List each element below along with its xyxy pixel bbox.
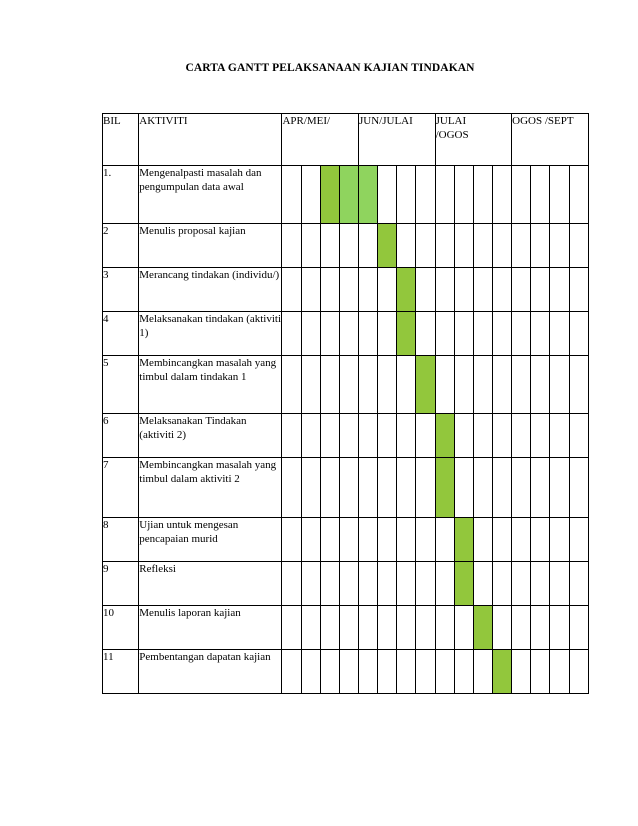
activity-name: Mengenalpasti masalah dan pengumpulan data awal — [139, 166, 282, 224]
week-cell — [320, 562, 339, 606]
activity-row — [103, 562, 589, 606]
week-cell — [397, 458, 416, 518]
week-cell — [359, 268, 378, 312]
week-cell — [359, 650, 378, 694]
header-month-1: APR/MEI/ — [282, 114, 359, 166]
activity-row — [103, 312, 589, 356]
activity-row — [103, 268, 589, 312]
week-cell — [339, 458, 358, 518]
week-cell — [531, 166, 550, 224]
week-cell — [320, 518, 339, 562]
week-cell — [282, 312, 301, 356]
week-cell — [301, 518, 320, 562]
activity-name: Menulis laporan kajian — [139, 606, 282, 650]
week-cell — [493, 562, 512, 606]
week-cell — [454, 458, 473, 518]
gantt-bar-cell — [320, 166, 339, 224]
week-cell — [473, 166, 492, 224]
week-cell — [473, 414, 492, 458]
week-cell — [282, 268, 301, 312]
week-cell — [473, 268, 492, 312]
week-cell — [282, 458, 301, 518]
week-cell — [569, 268, 588, 312]
activity-name: Refleksi — [139, 562, 282, 606]
row-number: 8 — [103, 518, 139, 562]
week-cell — [493, 224, 512, 268]
week-cell — [359, 224, 378, 268]
week-cell — [512, 606, 531, 650]
week-cell — [339, 650, 358, 694]
row-number: 1. — [103, 166, 139, 224]
week-cell — [493, 312, 512, 356]
week-cell — [378, 268, 397, 312]
week-cell — [435, 356, 454, 414]
week-cell — [435, 312, 454, 356]
row-number: 7 — [103, 458, 139, 518]
week-cell — [301, 650, 320, 694]
week-cell — [320, 458, 339, 518]
week-cell — [282, 650, 301, 694]
week-cell — [397, 414, 416, 458]
week-cell — [550, 166, 569, 224]
gantt-bar-cell — [416, 356, 435, 414]
activity-name: Melaksanakan tindakan (aktiviti 1) — [139, 312, 282, 356]
week-cell — [531, 414, 550, 458]
week-cell — [569, 356, 588, 414]
activity-row — [103, 166, 589, 224]
week-cell — [569, 458, 588, 518]
week-cell — [416, 166, 435, 224]
week-cell — [397, 606, 416, 650]
activity-name: Membincangkan masalah yang timbul dalam aktiviti 2 — [139, 458, 282, 518]
week-cell — [378, 518, 397, 562]
week-cell — [301, 166, 320, 224]
gantt-bar-cell — [493, 650, 512, 694]
week-cell — [493, 458, 512, 518]
gantt-bar-cell — [454, 518, 473, 562]
week-cell — [320, 606, 339, 650]
week-cell — [454, 312, 473, 356]
week-cell — [282, 356, 301, 414]
week-cell — [569, 166, 588, 224]
week-cell — [512, 458, 531, 518]
week-cell — [359, 458, 378, 518]
week-cell — [473, 518, 492, 562]
week-cell — [435, 224, 454, 268]
week-cell — [359, 606, 378, 650]
week-cell — [512, 518, 531, 562]
week-cell — [569, 606, 588, 650]
week-cell — [397, 224, 416, 268]
week-cell — [435, 562, 454, 606]
week-cell — [569, 518, 588, 562]
week-cell — [397, 518, 416, 562]
week-cell — [416, 458, 435, 518]
week-cell — [512, 268, 531, 312]
week-cell — [282, 562, 301, 606]
header-month-4: OGOS /SEPT — [512, 114, 589, 166]
week-cell — [512, 312, 531, 356]
week-cell — [339, 268, 358, 312]
week-cell — [282, 518, 301, 562]
week-cell — [454, 356, 473, 414]
week-cell — [339, 224, 358, 268]
week-cell — [320, 356, 339, 414]
week-cell — [512, 224, 531, 268]
week-cell — [320, 268, 339, 312]
activity-row — [103, 606, 589, 650]
week-cell — [550, 312, 569, 356]
activity-row — [103, 224, 589, 268]
week-cell — [569, 312, 588, 356]
week-cell — [339, 518, 358, 562]
week-cell — [569, 414, 588, 458]
header-row — [103, 114, 589, 166]
week-cell — [531, 268, 550, 312]
week-cell — [301, 224, 320, 268]
activity-name: Merancang tindakan (individu/) — [139, 268, 282, 312]
week-cell — [301, 356, 320, 414]
row-number: 11 — [103, 650, 139, 694]
week-cell — [339, 414, 358, 458]
week-cell — [435, 650, 454, 694]
week-cell — [416, 414, 435, 458]
week-cell — [531, 224, 550, 268]
week-cell — [473, 356, 492, 414]
week-cell — [569, 650, 588, 694]
row-number: 10 — [103, 606, 139, 650]
week-cell — [493, 414, 512, 458]
week-cell — [359, 312, 378, 356]
week-cell — [282, 166, 301, 224]
week-cell — [550, 224, 569, 268]
week-cell — [378, 356, 397, 414]
week-cell — [378, 606, 397, 650]
week-cell — [435, 518, 454, 562]
week-cell — [339, 562, 358, 606]
header-aktiviti: AKTIVITI — [139, 114, 282, 166]
week-cell — [550, 268, 569, 312]
week-cell — [550, 606, 569, 650]
week-cell — [473, 650, 492, 694]
page-title: CARTA GANTT PELAKSANAAN KAJIAN TINDAKAN — [185, 62, 475, 74]
week-cell — [378, 458, 397, 518]
header-bil: BIL — [103, 114, 139, 166]
week-cell — [493, 268, 512, 312]
week-cell — [320, 414, 339, 458]
header-month-3: JULAI /OGOS — [435, 114, 512, 166]
activity-name: Ujian untuk mengesan pencapaian murid — [139, 518, 282, 562]
week-cell — [531, 312, 550, 356]
gantt-chart-table — [102, 113, 589, 694]
week-cell — [550, 458, 569, 518]
week-cell — [301, 606, 320, 650]
row-number: 4 — [103, 312, 139, 356]
week-cell — [512, 414, 531, 458]
week-cell — [550, 562, 569, 606]
week-cell — [493, 606, 512, 650]
week-cell — [301, 458, 320, 518]
row-number: 9 — [103, 562, 139, 606]
row-number: 2 — [103, 224, 139, 268]
week-cell — [416, 312, 435, 356]
week-cell — [416, 562, 435, 606]
activity-row — [103, 414, 589, 458]
header-month-2: JUN/JULAI — [359, 114, 436, 166]
week-cell — [301, 562, 320, 606]
week-cell — [493, 356, 512, 414]
week-cell — [416, 268, 435, 312]
week-cell — [435, 166, 454, 224]
week-cell — [397, 562, 416, 606]
week-cell — [550, 650, 569, 694]
week-cell — [473, 562, 492, 606]
gantt-bar-cell — [435, 414, 454, 458]
week-cell — [320, 224, 339, 268]
week-cell — [531, 650, 550, 694]
week-cell — [531, 606, 550, 650]
week-cell — [282, 606, 301, 650]
week-cell — [473, 224, 492, 268]
week-cell — [569, 562, 588, 606]
gantt-bar-cell — [359, 166, 378, 224]
gantt-bar-cell — [378, 224, 397, 268]
week-cell — [512, 356, 531, 414]
week-cell — [378, 562, 397, 606]
week-cell — [301, 312, 320, 356]
week-cell — [320, 312, 339, 356]
activity-row — [103, 356, 589, 414]
week-cell — [512, 562, 531, 606]
week-cell — [454, 606, 473, 650]
week-cell — [416, 650, 435, 694]
week-cell — [339, 606, 358, 650]
week-cell — [435, 606, 454, 650]
week-cell — [435, 268, 454, 312]
week-cell — [359, 356, 378, 414]
week-cell — [378, 312, 397, 356]
week-cell — [397, 650, 416, 694]
week-cell — [282, 414, 301, 458]
week-cell — [473, 458, 492, 518]
week-cell — [531, 458, 550, 518]
gantt-bar-cell — [339, 166, 358, 224]
week-cell — [339, 312, 358, 356]
row-number: 5 — [103, 356, 139, 414]
week-cell — [454, 166, 473, 224]
activity-name: Pembentangan dapatan kajian — [139, 650, 282, 694]
activity-name: Melaksanakan Tindakan (aktiviti 2) — [139, 414, 282, 458]
activity-name: Menulis proposal kajian — [139, 224, 282, 268]
week-cell — [493, 518, 512, 562]
week-cell — [550, 518, 569, 562]
week-cell — [378, 166, 397, 224]
gantt-bar-cell — [397, 312, 416, 356]
week-cell — [531, 562, 550, 606]
week-cell — [550, 356, 569, 414]
week-cell — [301, 414, 320, 458]
week-cell — [378, 414, 397, 458]
week-cell — [550, 414, 569, 458]
week-cell — [416, 224, 435, 268]
activity-row — [103, 518, 589, 562]
gantt-bar-cell — [397, 268, 416, 312]
week-cell — [569, 224, 588, 268]
activity-row — [103, 458, 589, 518]
week-cell — [454, 650, 473, 694]
week-cell — [301, 268, 320, 312]
week-cell — [397, 166, 416, 224]
gantt-bar-cell — [435, 458, 454, 518]
week-cell — [416, 518, 435, 562]
week-cell — [378, 650, 397, 694]
week-cell — [473, 312, 492, 356]
activity-row — [103, 650, 589, 694]
gantt-bar-cell — [473, 606, 492, 650]
week-cell — [531, 518, 550, 562]
week-cell — [493, 166, 512, 224]
week-cell — [359, 562, 378, 606]
week-cell — [397, 356, 416, 414]
week-cell — [282, 224, 301, 268]
row-number: 6 — [103, 414, 139, 458]
week-cell — [339, 356, 358, 414]
week-cell — [512, 650, 531, 694]
activity-name: Membincangkan masalah yang timbul dalam tindakan 1 — [139, 356, 282, 414]
week-cell — [454, 414, 473, 458]
week-cell — [512, 166, 531, 224]
week-cell — [359, 414, 378, 458]
week-cell — [359, 518, 378, 562]
week-cell — [320, 650, 339, 694]
week-cell — [531, 356, 550, 414]
row-number: 3 — [103, 268, 139, 312]
week-cell — [416, 606, 435, 650]
week-cell — [454, 224, 473, 268]
week-cell — [454, 268, 473, 312]
gantt-bar-cell — [454, 562, 473, 606]
